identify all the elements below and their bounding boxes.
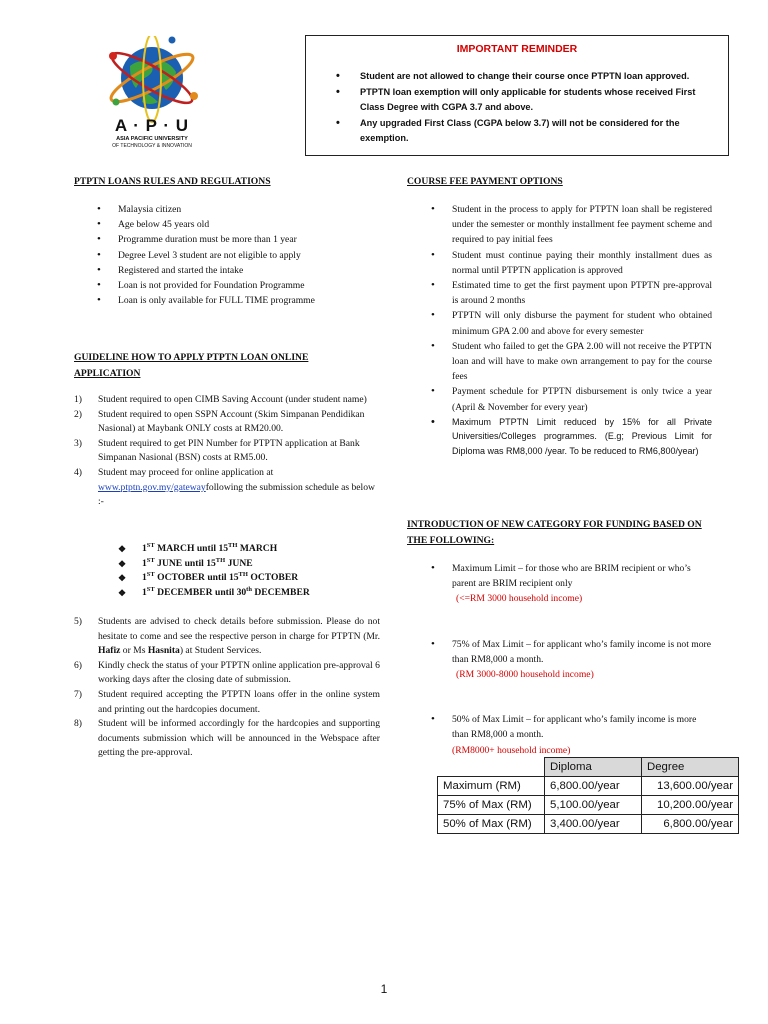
table-header-row <box>438 758 739 777</box>
step-text: Student required accepting the PTPTN loans offer in the online system and printing out the hardcopies document. <box>98 688 380 715</box>
logo-line-1: ASIA PACIFIC UNIVERSITY <box>116 136 188 142</box>
table-cell: 6,800.00/year <box>642 815 739 834</box>
table-cell: 10,200.00/year <box>642 796 739 815</box>
step-number: 5) <box>74 616 82 627</box>
table-header-cell: Diploma <box>545 758 642 777</box>
step-number: 7) <box>74 688 82 700</box>
submission-schedule <box>118 542 388 600</box>
guideline-step <box>74 437 380 466</box>
reminder-title: IMPORTANT REMINDER <box>456 43 578 55</box>
funding-text: 75% of Max Limit – for applicant who’s family income is not more than RM8,000 a month. <box>452 638 711 665</box>
step-number: 8) <box>74 718 82 730</box>
page-number: 1 <box>380 982 388 996</box>
table-cell: 3,400.00/year <box>545 815 642 834</box>
ptptn-gateway-link[interactable]: www.ptptn.gov.my/gateway <box>98 481 206 493</box>
guideline-steps-a <box>74 393 380 510</box>
guideline-step: 5) Students are advised to check details before submission. Please do not hesitate to come and see the respective person in charge for PTPTN (Mr. Hafiz or Ms Hasnita) at Student Services. <box>74 616 380 657</box>
table-cell: Maximum (RM) <box>438 777 545 796</box>
payment-item: • Payment schedule for PTPTN disbursement is only twice a year (April & November for every year) <box>428 384 712 414</box>
payment-item-limit: • Maximum PTPTN Limit reduced by 15% for all Private Universities/Colleges programmes. (E.g; Previous Limit for Diploma was RM8,000 /year. To be reduced to RM6,800/year) <box>428 415 712 459</box>
payment-item: • Student who failed to get the GPA 2.00 will not receive the PTPTN loan and will have to make own arrangement to pay for the course fees <box>428 339 712 385</box>
rules-item: • Loan is not provided for Foundation Programme <box>94 278 384 293</box>
guideline-step <box>74 466 380 510</box>
payment-item: • Student must continue paying their monthly installment dues as normal until PTPTN application is approved <box>428 248 712 278</box>
rules-list <box>94 202 384 308</box>
funding-item <box>428 637 714 683</box>
table-cell: 6,800.00/year <box>545 777 642 796</box>
rules-item: • Programme duration must be more than 1 year <box>94 232 384 247</box>
guideline-step <box>74 688 380 717</box>
table-row <box>438 796 739 815</box>
step-number: 1) <box>74 394 82 405</box>
table-cell: 50% of Max (RM) <box>438 815 545 834</box>
step-text: Student required to open SSPN Account (Skim Simpanan Pendidikan Nasional) at Maybank ONLY costs at RM20.00. <box>98 408 365 435</box>
step-text: Student may proceed for online application at <box>98 466 274 478</box>
step-number: 6) <box>74 659 82 671</box>
income-note: (RM8000+ household income) <box>452 744 571 756</box>
staff-name-hafiz: Hafiz <box>98 645 121 657</box>
step-number: 4) <box>74 466 82 478</box>
table-row <box>438 777 739 796</box>
important-reminder-box <box>305 35 729 156</box>
guideline-step <box>74 659 380 688</box>
step-text-after: following the submission schedule as below :- <box>98 481 375 508</box>
income-note: (<=RM 3000 household income) <box>456 593 583 605</box>
funding-limit-table <box>437 757 739 834</box>
step-text: Student required to open CIMB Saving Account (under student name) <box>98 394 367 405</box>
rules-item: • Loan is only available for FULL TIME programme <box>94 293 384 308</box>
table-cell: 13,600.00/year <box>642 777 739 796</box>
funding-text: 50% of Max Limit – for applicant who’s family income is more than RM8,000 a month. <box>452 714 697 741</box>
step-number: 3) <box>74 437 82 449</box>
guideline-steps-b <box>74 615 380 761</box>
payment-list <box>428 202 712 459</box>
table-cell: 5,100.00/year <box>545 796 642 815</box>
step-text: Student will be informed accordingly for the hardcopies and supporting documents submission which will be announced in the Webspace after getting the pre-approval. <box>98 718 380 759</box>
schedule-item: ❖ 1ST MARCH until 15TH MARCH <box>118 542 388 557</box>
funding-heading: INTRODUCTION OF NEW CATEGORY FOR FUNDING BASED ON THE FOLLOWING: <box>407 519 702 546</box>
income-note: (RM 3000-8000 household income) <box>456 669 594 681</box>
table-header-cell: Degree <box>642 758 739 777</box>
table-header-cell <box>438 758 545 777</box>
rules-heading: PTPTN LOANS RULES AND REGULATIONS <box>74 176 271 187</box>
funding-item <box>428 712 714 758</box>
payment-item: • Estimated time to get the first payment upon PTPTN pre-approval is around 2 months <box>428 278 712 308</box>
logo-line-2: OF TECHNOLOGY & INNOVATION <box>112 143 192 149</box>
payment-heading: COURSE FEE PAYMENT OPTIONS <box>407 176 563 187</box>
guideline-step <box>74 408 380 437</box>
guideline-step <box>74 717 380 761</box>
reminder-item: • PTPTN loan exemption will only applicable for students whose received First Class Degree with CGPA 3.7 and above. <box>334 85 706 115</box>
payment-item: • PTPTN will only disburse the payment for student who obtained minimum GPA 2.00 and above for every semester <box>428 308 712 338</box>
rules-item: • Registered and started the intake <box>94 263 384 278</box>
funding-text: Maximum Limit – for those who are BRIM recipient or who’s parent are BRIM recipient only <box>452 563 691 590</box>
apu-logo <box>96 36 208 158</box>
schedule-item: ❖ 1ST OCTOBER until 15TH OCTOBER <box>118 571 388 586</box>
staff-name-hasnita: Hasnita <box>147 645 180 657</box>
funding-list <box>428 561 714 758</box>
reminder-list <box>334 69 706 147</box>
step-number: 2) <box>74 408 82 420</box>
reminder-item: • Student are not allowed to change their course once PTPTN loan approved. <box>334 69 706 84</box>
payment-item: • Student in the process to apply for PTPTN loan shall be registered under the semester or monthly installment fee payment scheme and required to pay initial fees <box>428 202 712 248</box>
guideline-heading: GUIDELINE HOW TO APPLY PTPTN LOAN ONLINE APPLICATION <box>74 352 309 379</box>
guideline-step <box>74 393 380 408</box>
rules-item: • Degree Level 3 student are not eligible to apply <box>94 248 384 263</box>
table-cell: 75% of Max (RM) <box>438 796 545 815</box>
table-row <box>438 815 739 834</box>
funding-item <box>428 561 714 607</box>
step-text: Kindly check the status of your PTPTN online application pre-approval 6 working days after the closing date of submission. <box>98 659 380 686</box>
schedule-item: ❖ 1ST JUNE until 15TH JUNE <box>118 557 388 572</box>
reminder-item: • Any upgraded First Class (CGPA below 3.7) will not be considered for the exemption. <box>334 116 706 146</box>
rules-item: • Age below 45 years old <box>94 217 384 232</box>
schedule-item: ❖ 1ST DECEMBER until 30th DECEMBER <box>118 586 388 601</box>
rules-item: • Malaysia citizen <box>94 202 384 217</box>
step-text: Student required to get PIN Number for PTPTN application at Bank Simpanan Nasional (BSN) costs at RM5.00. <box>98 437 360 464</box>
logo-letters: A · P · U <box>114 116 190 135</box>
